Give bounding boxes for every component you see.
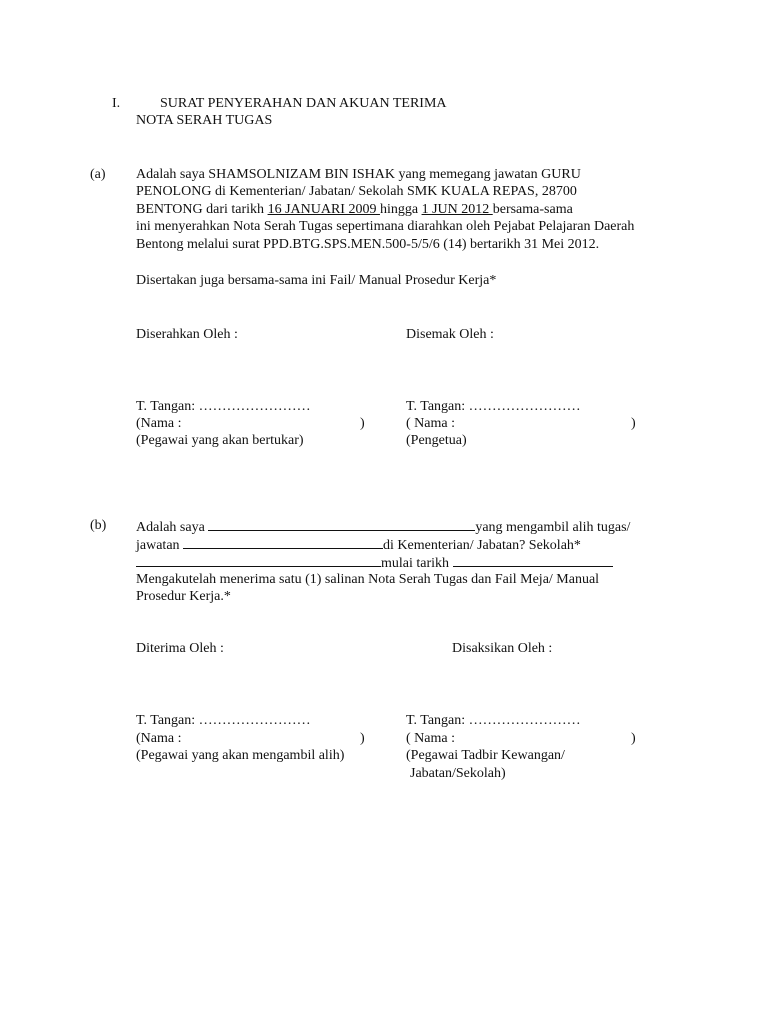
section-b-line1-post: yang mengambil alih tugas/ bbox=[475, 520, 631, 535]
section-a-attachment: Disertakan juga bersama-sama ini Fail/ Manual Prosedur Kerja* bbox=[136, 273, 497, 288]
section-b-line5: Prosedur Kerja.* bbox=[136, 589, 231, 604]
section-a-left-role: (Pegawai yang akan bertukar) bbox=[136, 433, 304, 448]
name-blank bbox=[208, 517, 475, 531]
section-b-right-role-line1: (Pegawai Tadbir Kewangan/ bbox=[406, 748, 565, 763]
section-a-left-name: (Nama : bbox=[136, 416, 182, 431]
title-line1: SURAT PENYERAHAN DAN AKUAN TERIMA bbox=[160, 96, 447, 111]
title-numeral: I. bbox=[112, 96, 121, 111]
section-b-left-name: (Nama : bbox=[136, 731, 182, 746]
date-blank bbox=[453, 553, 613, 567]
section-a-line3-pre: BENTONG dari tarikh bbox=[136, 202, 268, 217]
section-a-left-heading: Diserahkan Oleh : bbox=[136, 327, 238, 342]
section-b-line2-pre: jawatan bbox=[136, 538, 184, 553]
section-b-line4: Mengakutelah menerima satu (1) salinan Nota Serah Tugas dan Fail Meja/ Manual bbox=[136, 572, 600, 587]
section-b-left-sign: T. Tangan: …………………… bbox=[136, 713, 311, 728]
section-a-left-sign: T. Tangan: …………………… bbox=[136, 399, 311, 414]
section-a-line3-mid: hingga bbox=[379, 202, 422, 217]
section-b-line1 bbox=[136, 517, 630, 536]
section-b-left-close: ) bbox=[360, 731, 365, 746]
date-from: 16 JANUARI 2009 bbox=[267, 202, 380, 217]
section-b-right-name: ( Nama : bbox=[406, 731, 455, 746]
workplace-blank bbox=[136, 553, 381, 567]
section-a-right-heading: Disemak Oleh : bbox=[406, 327, 494, 342]
section-a-line4: ini menyerahkan Nota Serah Tugas sepertimana diarahkan oleh Pejabat Pelajaran Daerah bbox=[136, 219, 635, 234]
section-a-line3 bbox=[136, 201, 573, 218]
section-a-right-sign: T. Tangan: …………………… bbox=[406, 399, 581, 414]
section-a-marker: (a) bbox=[90, 167, 106, 182]
section-a-line5: Bentong melalui surat PPD.BTG.SPS.MEN.500-5/5/6 (14) bertarikh 31 Mei 2012. bbox=[136, 237, 600, 252]
section-b-right-heading: Disaksikan Oleh : bbox=[452, 641, 553, 656]
section-b-right-close: ) bbox=[631, 731, 636, 746]
section-b-marker: (b) bbox=[90, 518, 107, 533]
section-b-left-role: (Pegawai yang akan mengambil alih) bbox=[136, 748, 345, 763]
section-b-line2-post: di Kementerian/ Jabatan? Sekolah* bbox=[383, 538, 581, 553]
date-to: 1 JUN 2012 bbox=[421, 202, 493, 217]
section-b-line1-pre: Adalah saya bbox=[136, 520, 209, 535]
section-a-line1: Adalah saya SHAMSOLNIZAM BIN ISHAK yang memegang jawatan GURU bbox=[136, 167, 581, 182]
section-a-right-close: ) bbox=[631, 416, 636, 431]
section-b-right-role-line2: Jabatan/Sekolah) bbox=[410, 766, 506, 781]
position-blank bbox=[183, 535, 383, 549]
title-line2: NOTA SERAH TUGAS bbox=[136, 113, 273, 128]
section-b-line3 bbox=[136, 553, 613, 572]
section-a-right-name: ( Nama : bbox=[406, 416, 455, 431]
section-b-line3-mid: mulai tarikh bbox=[381, 556, 453, 571]
section-a-line2: PENOLONG di Kementerian/ Jabatan/ Sekolah SMK KUALA REPAS, 28700 bbox=[136, 184, 577, 199]
section-a-left-close: ) bbox=[360, 416, 365, 431]
section-b-left-heading: Diterima Oleh : bbox=[136, 641, 224, 656]
section-a-line3-post: bersama-sama bbox=[492, 202, 573, 217]
section-b-right-sign: T. Tangan: …………………… bbox=[406, 713, 581, 728]
section-a-right-role: (Pengetua) bbox=[406, 433, 467, 448]
section-b-line2 bbox=[136, 535, 581, 554]
